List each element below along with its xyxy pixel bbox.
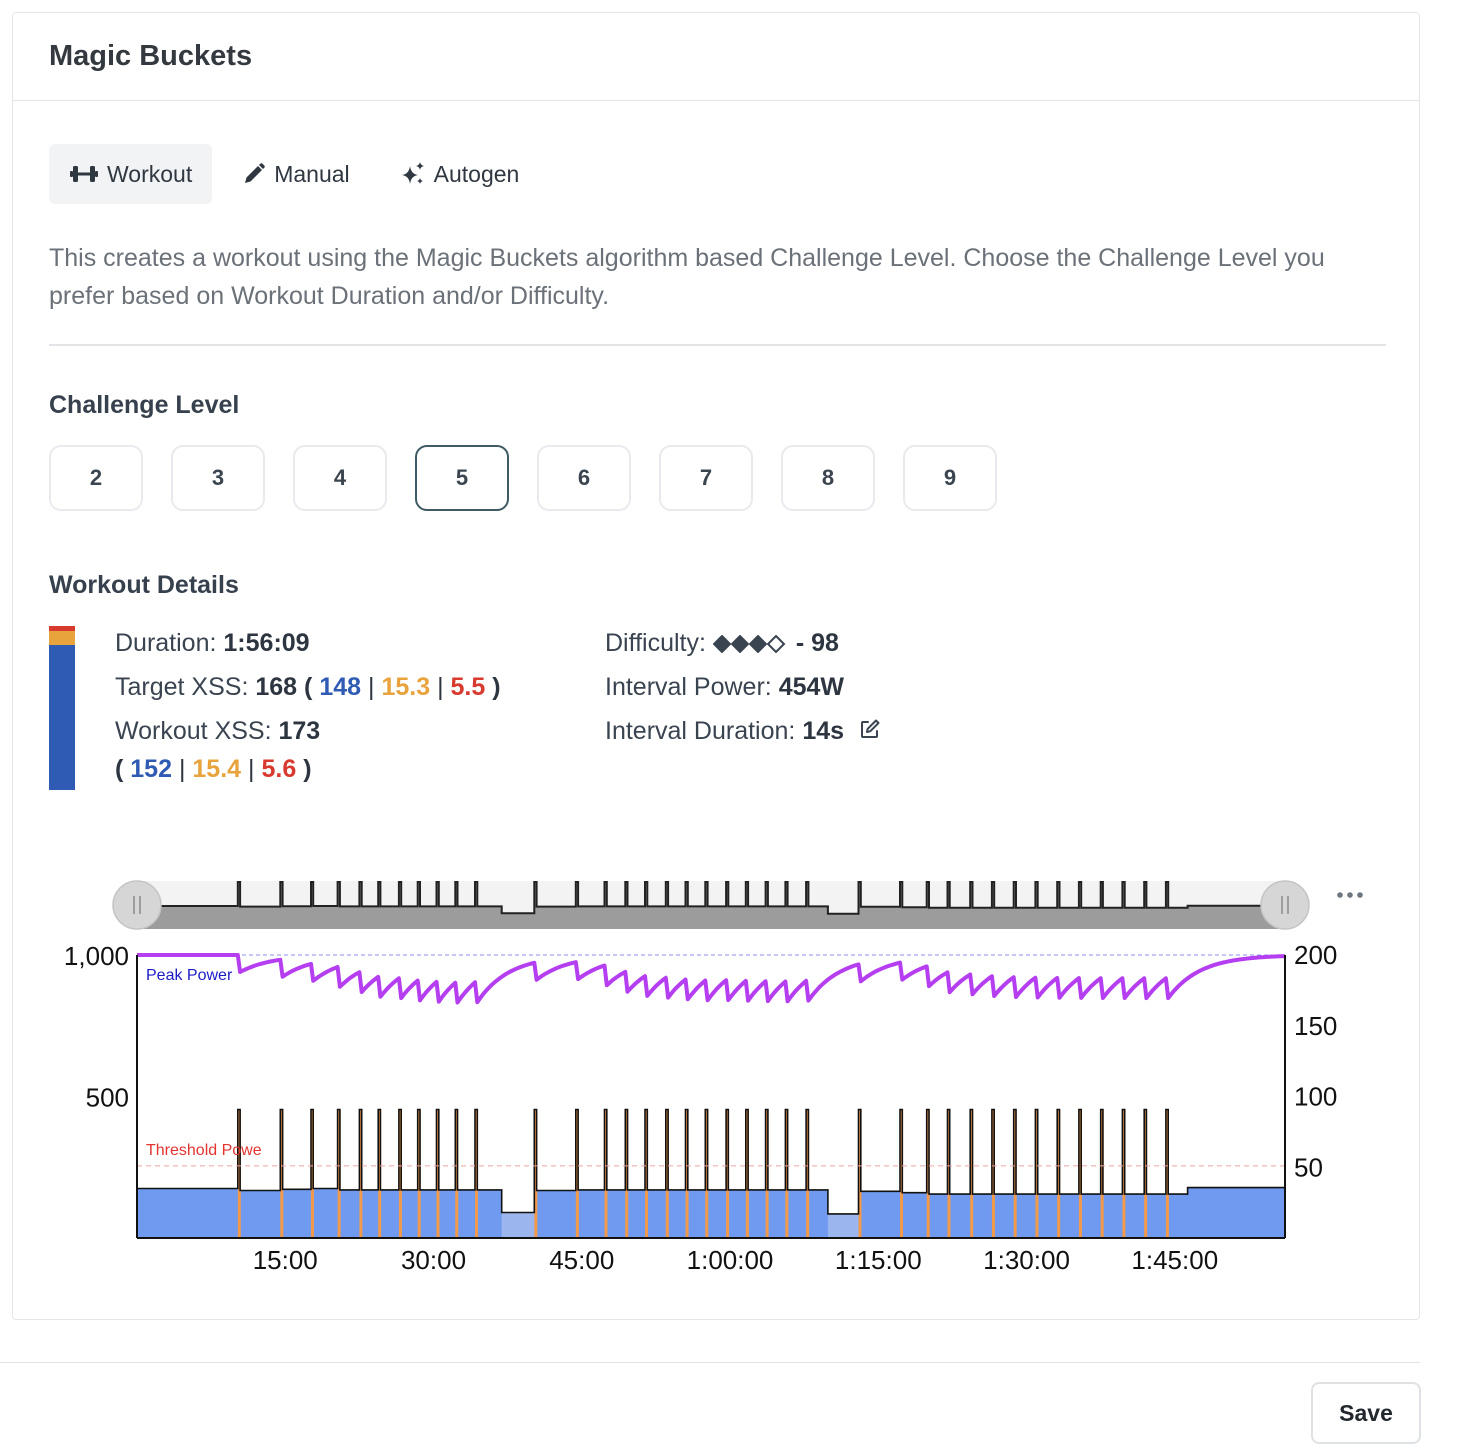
target-xss-row bbox=[115, 665, 501, 709]
interval-power-value: 454W bbox=[778, 673, 845, 701]
divider bbox=[49, 344, 1386, 346]
challenge-level-6-button[interactable]: 6 bbox=[537, 445, 631, 511]
x-tick-label: 15:00 bbox=[252, 1245, 318, 1275]
tab-manual[interactable] bbox=[222, 144, 369, 204]
mode-tabs bbox=[49, 144, 539, 204]
x-tick-label: 1:00:00 bbox=[686, 1245, 774, 1275]
tab-workout-label: Workout bbox=[107, 160, 193, 187]
workout-xss-high: 15.4 bbox=[192, 755, 242, 783]
interval-duration-label: Interval Duration: bbox=[605, 717, 796, 745]
target-xss-separator: | bbox=[367, 673, 375, 701]
threshold-label: Threshold Powe bbox=[146, 1141, 262, 1159]
difficulty-value: - 98 bbox=[795, 629, 839, 657]
workout-xss-paren-open: ( bbox=[115, 755, 124, 783]
challenge-level-4-button[interactable]: 4 bbox=[293, 445, 387, 511]
y-left-tick-label: 500 bbox=[85, 1082, 129, 1113]
tab-manual-label: Manual bbox=[274, 160, 350, 187]
workout-xss-peak: 5.6 bbox=[261, 755, 297, 783]
xss-breakdown-bar bbox=[49, 626, 75, 790]
workout-xss-breakdown-row bbox=[115, 753, 501, 785]
card-title: Magic Buckets bbox=[49, 40, 253, 72]
workout-xss-separator: | bbox=[248, 755, 255, 783]
power-area bbox=[137, 1110, 1285, 1239]
x-tick-label: 30:00 bbox=[400, 1245, 467, 1275]
target-xss-high: 15.3 bbox=[381, 673, 431, 701]
challenge-level-7-button[interactable]: 7 bbox=[659, 445, 753, 511]
difficulty-diamonds-icon bbox=[713, 629, 789, 657]
workout-details-right bbox=[605, 621, 881, 754]
x-tick-label: 45:00 bbox=[549, 1245, 615, 1275]
xss-bar-high-segment bbox=[49, 631, 75, 645]
difficulty-diamond bbox=[768, 636, 784, 652]
interval-duration-value: 14s bbox=[802, 717, 845, 745]
target-xss-paren-close: ) bbox=[492, 673, 501, 701]
interval-duration-row bbox=[605, 709, 881, 754]
challenge-level-3-button[interactable]: 3 bbox=[171, 445, 265, 511]
y-left-tick-label: 1,000 bbox=[63, 941, 129, 971]
target-xss-label: Target XSS: bbox=[115, 673, 249, 701]
workout-xss-value: 173 bbox=[278, 717, 321, 745]
tab-workout[interactable] bbox=[49, 144, 212, 204]
workout-details-title: Workout Details bbox=[49, 571, 239, 599]
duration-row bbox=[115, 621, 501, 665]
target-xss-low: 148 bbox=[319, 673, 362, 701]
duration-label: Duration: bbox=[115, 629, 217, 657]
difficulty-diamond bbox=[714, 636, 730, 652]
navigator-right-handle[interactable] bbox=[1261, 881, 1309, 929]
navigator-left-handle[interactable] bbox=[113, 881, 161, 929]
interval-power-label: Interval Power: bbox=[605, 673, 772, 701]
y-right-tick-label: 200 bbox=[1294, 940, 1338, 970]
workout-xss-row bbox=[115, 709, 501, 753]
challenge-level-9-button[interactable]: 9 bbox=[903, 445, 997, 511]
target-xss-peak: 5.5 bbox=[450, 673, 486, 701]
workout-details-left bbox=[115, 621, 501, 785]
x-tick-label: 1:45:00 bbox=[1131, 1245, 1219, 1275]
workout-xss-separator: | bbox=[178, 755, 186, 783]
challenge-level-buttons bbox=[49, 445, 997, 511]
duration-value: 1:56:09 bbox=[223, 629, 310, 657]
difficulty-label: Difficulty: bbox=[605, 629, 706, 657]
navigator-left-handle-knob bbox=[113, 881, 161, 929]
peak-power-curve bbox=[137, 955, 1285, 1003]
difficulty-diamond bbox=[732, 636, 748, 652]
tab-autogen-label: Autogen bbox=[433, 160, 520, 187]
save-button[interactable]: Save bbox=[1311, 1382, 1421, 1444]
challenge-level-2-button[interactable]: 2 bbox=[49, 445, 143, 511]
navigator-right-handle-knob bbox=[1261, 881, 1309, 929]
dumbbell-icon bbox=[69, 163, 99, 185]
workout-power-chart bbox=[49, 853, 1379, 1293]
y-right-tick-label: 50 bbox=[1294, 1152, 1323, 1183]
x-tick-label: 1:15:00 bbox=[834, 1245, 922, 1275]
challenge-level-title: Challenge Level bbox=[49, 391, 240, 419]
challenge-level-5-button[interactable]: 5 bbox=[415, 445, 509, 511]
pencil-icon bbox=[242, 162, 266, 186]
recovery-segment bbox=[502, 1213, 535, 1238]
card-header bbox=[13, 13, 1419, 101]
workout-xss-paren-close: ) bbox=[303, 755, 312, 783]
target-xss-value: 168 bbox=[255, 673, 298, 701]
description-text: This creates a workout using the Magic Buckets algorithm based Challenge Level. Choose the Challenge Level you prefer based on Workout Duration and/or Difficulty. bbox=[49, 244, 1325, 310]
peak-power-label: Peak Power bbox=[146, 967, 233, 984]
more-options-icon[interactable] bbox=[1335, 887, 1365, 905]
y-right-tick-label: 100 bbox=[1294, 1081, 1338, 1112]
footer-divider bbox=[0, 1362, 1420, 1363]
challenge-level-8-button[interactable]: 8 bbox=[781, 445, 875, 511]
recovery-segment bbox=[828, 1214, 859, 1238]
xss-bar-low-segment bbox=[49, 645, 75, 790]
target-xss-separator: | bbox=[437, 673, 444, 701]
sparkles-icon bbox=[400, 161, 426, 187]
difficulty-row bbox=[605, 621, 881, 665]
tab-autogen[interactable] bbox=[380, 144, 540, 204]
difficulty-diamond bbox=[750, 636, 766, 652]
target-xss-paren-open: ( bbox=[304, 673, 313, 701]
magic-buckets-card bbox=[12, 12, 1420, 1320]
workout-xss-label: Workout XSS: bbox=[115, 717, 272, 745]
edit-interval-duration-icon[interactable] bbox=[859, 710, 881, 754]
x-tick-label: 1:30:00 bbox=[983, 1245, 1070, 1275]
interval-power-row bbox=[605, 665, 881, 709]
workout-xss-low: 152 bbox=[130, 755, 172, 783]
y-right-tick-label: 150 bbox=[1294, 1010, 1338, 1041]
